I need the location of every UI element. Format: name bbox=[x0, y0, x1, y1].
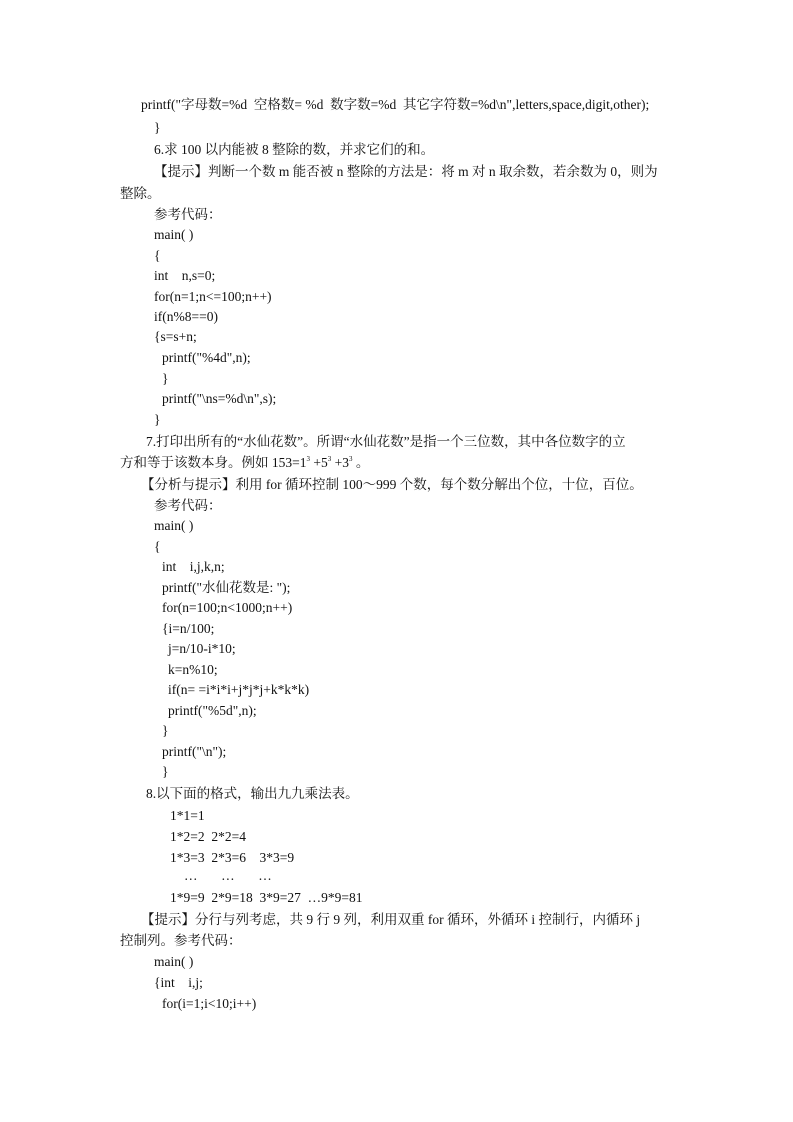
code-line: j=n/10-i*10; bbox=[168, 641, 236, 656]
problem-8-hint-cont: 控制列。参考代码： bbox=[120, 933, 242, 948]
code-line-printf-counts: printf("字母数=%d 空格数= %d 数字数=%d 其它字符数=%d\n",letters,space,digit,other); bbox=[141, 97, 650, 112]
code-line: {s=s+n; bbox=[154, 329, 197, 344]
table-row-ellipsis: … … … bbox=[184, 868, 272, 883]
code-line: } bbox=[154, 412, 161, 427]
plus-term: +3 bbox=[331, 455, 349, 470]
code-line: printf("%4d",n); bbox=[162, 350, 251, 365]
code-line: for(n=100;n<1000;n++) bbox=[162, 600, 293, 615]
problem-6-hint-cont: 整除。 bbox=[120, 186, 161, 201]
code-line: main( ) bbox=[154, 227, 194, 242]
exponent: 3 bbox=[349, 455, 353, 463]
problem-6-hint: 【提示】判断一个数 m 能否被 n 整除的方法是：将 m 对 n 取余数，若余数为 0，则为 bbox=[154, 164, 658, 179]
code-line: main( ) bbox=[154, 518, 194, 533]
table-row-9: 1*9=9 2*9=18 3*9=27 …9*9=81 bbox=[170, 890, 363, 905]
problem-7-hint: 【分析与提示】利用 for 循环控制 100～999 个数，每个数分解出个位，十位，百位。 bbox=[141, 477, 643, 492]
code-line: } bbox=[162, 764, 169, 779]
problem-8-title: 8.以下面的格式，输出九九乘法表。 bbox=[146, 786, 359, 801]
code-line: printf("\ns=%d\n",s); bbox=[162, 391, 277, 406]
plus-term: +5 bbox=[310, 455, 328, 470]
code-line: if(n= =i*i*i+j*j*j+k*k*k) bbox=[168, 682, 310, 697]
code-line: k=n%10; bbox=[168, 662, 218, 677]
code-line: printf("水仙花数是: "); bbox=[162, 580, 291, 595]
code-line: {i=n/100; bbox=[162, 621, 215, 636]
exponent: 3 bbox=[306, 455, 310, 463]
code-line: for(n=1;n<=100;n++) bbox=[154, 289, 272, 304]
code-line: printf("%5d",n); bbox=[168, 703, 257, 718]
code-line: { bbox=[154, 539, 161, 554]
code-line: } bbox=[162, 371, 169, 386]
code-line: int i,j,k,n; bbox=[162, 559, 225, 574]
exponent: 3 bbox=[327, 455, 332, 463]
sentence-end: 。 bbox=[352, 455, 370, 470]
table-row-2: 1*2=2 2*2=4 bbox=[170, 829, 246, 844]
problem-7-title: 7.打印出所有的“水仙花数”。所谓“水仙花数”是指一个三位数，其中各位数字的立 bbox=[146, 434, 626, 449]
code-line: {int i,j; bbox=[154, 975, 203, 990]
code-line: { bbox=[154, 248, 161, 263]
problem-7-example bbox=[120, 453, 369, 473]
table-row-1: 1*1=1 bbox=[170, 808, 205, 823]
code-line: printf("\n"); bbox=[162, 744, 227, 759]
problem-6-title: 6.求 100 以内能被 8 整除的数，并求它们的和。 bbox=[154, 142, 435, 157]
code-line: int n,s=0; bbox=[154, 268, 216, 283]
code-line-close-brace: } bbox=[154, 120, 161, 135]
problem-8-hint: 【提示】分行与列考虑，共 9 行 9 列，利用双重 for 循环，外循环 i 控制行，内循环 j bbox=[141, 912, 641, 927]
reference-code-label: 参考代码： bbox=[154, 207, 222, 222]
reference-code-label: 参考代码： bbox=[154, 498, 222, 513]
code-line: main( ) bbox=[154, 954, 194, 969]
code-line: if(n%8==0) bbox=[154, 309, 218, 324]
table-row-3: 1*3=3 2*3=6 3*3=9 bbox=[170, 850, 295, 865]
code-line: for(i=1;i<10;i++) bbox=[162, 996, 257, 1011]
code-line: } bbox=[162, 723, 169, 738]
problem-7-example-text: 方和等于该数本身。例如 153=1 bbox=[120, 455, 307, 470]
